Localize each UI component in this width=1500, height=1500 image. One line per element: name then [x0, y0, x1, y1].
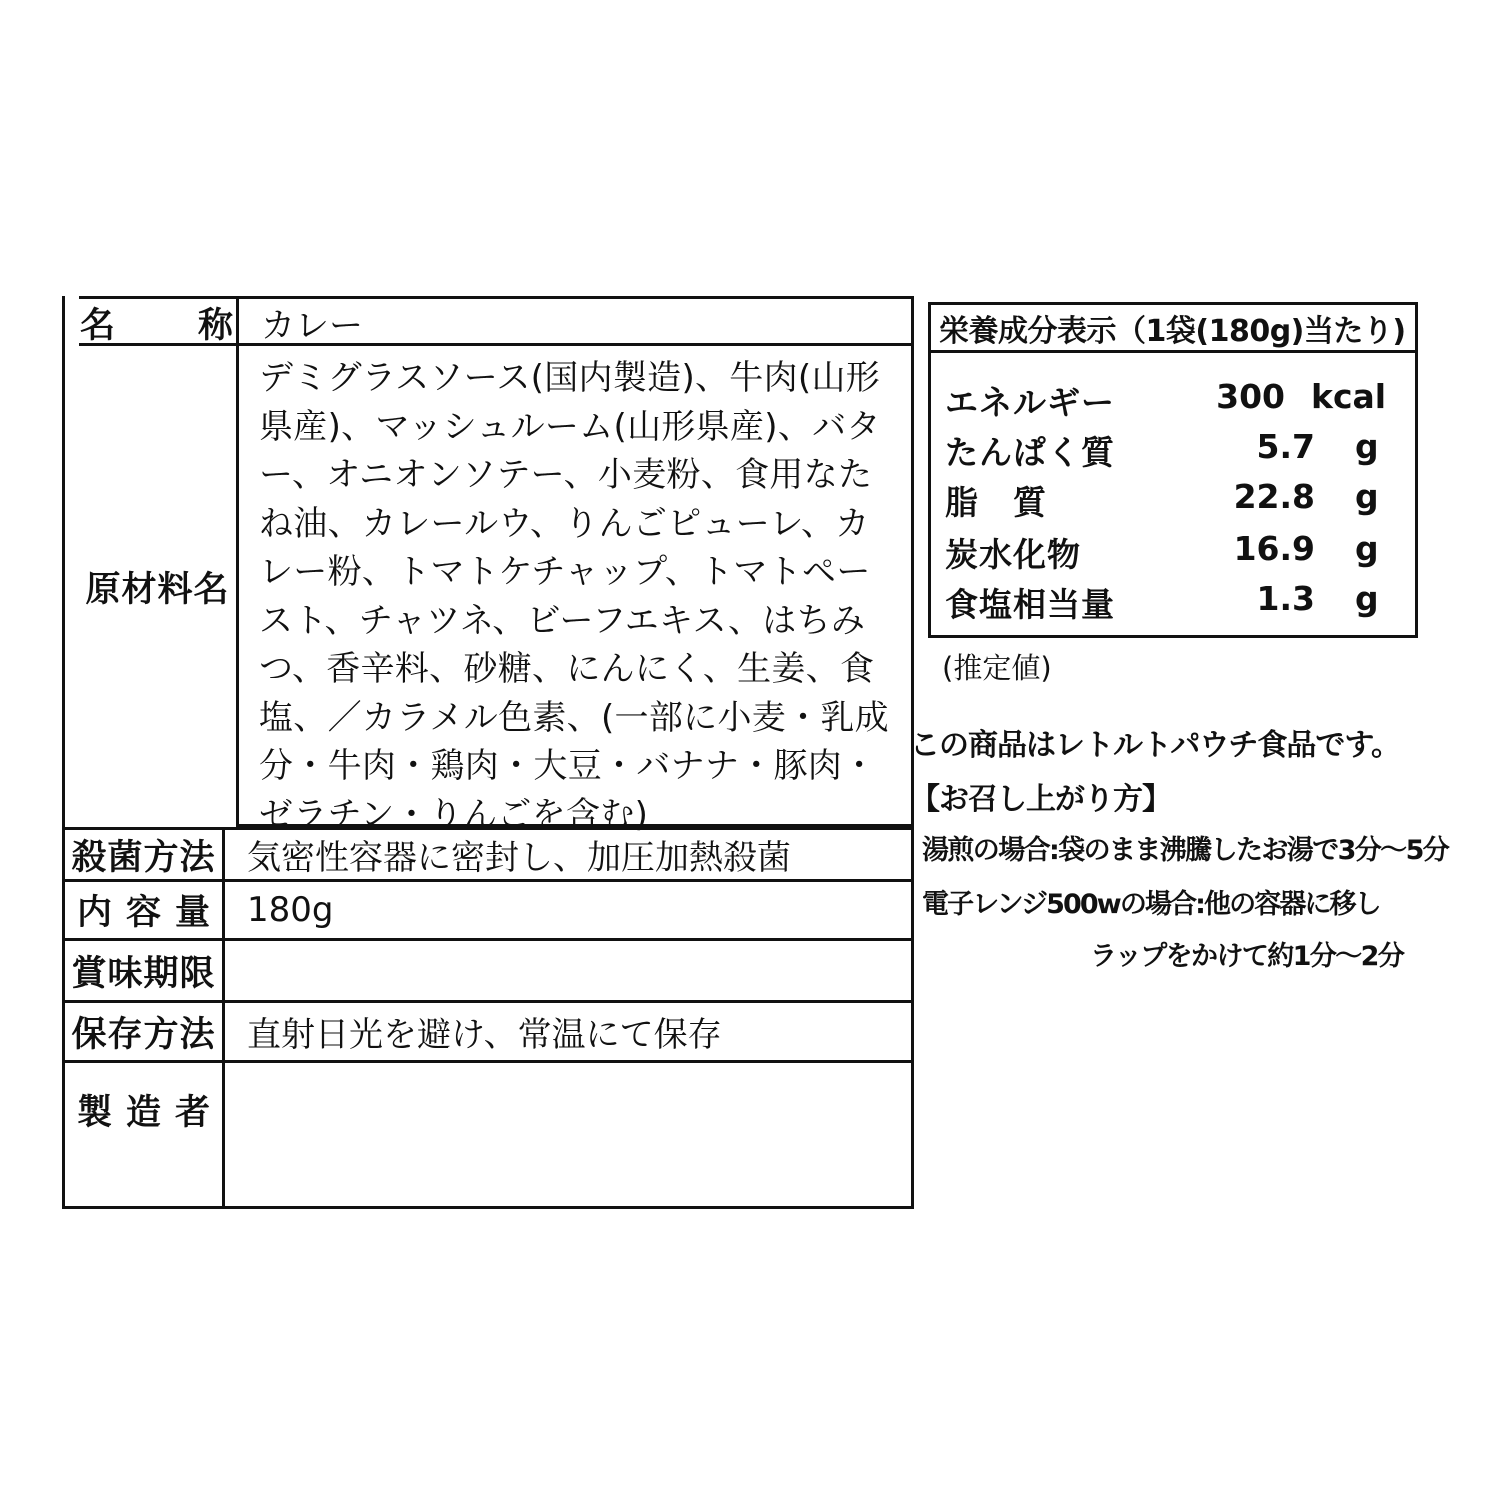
nutrition-label: たんぱく質 [945, 433, 1115, 472]
maker-value [225, 1063, 911, 1206]
name-head: 名 称 [79, 299, 239, 346]
label-table [62, 296, 914, 1209]
storage-value: 直射日光を避け、常温にて保存 [247, 1015, 722, 1055]
sterilization-value: 気密性容器に密封し、加圧加熱殺菌 [247, 838, 791, 878]
boiling-instruction: 湯煎の場合:袋のまま沸騰したお湯で3分～5分 [922, 835, 1449, 866]
nutrition-row [931, 477, 1415, 527]
how-to-eat-heading: 【お召し上がり方】 [910, 782, 1171, 817]
nutrition-value: 1.3 [1256, 579, 1315, 618]
row-raw-materials [79, 343, 911, 835]
maker-head: 製造者 [65, 1063, 225, 1206]
microwave-instruction: 電子レンジ500wの場合:他の容器に移し [922, 889, 1380, 920]
storage-head: 保存方法 [65, 1003, 225, 1060]
nutrition-row [931, 377, 1415, 427]
retort-pouch-note: この商品はレトルトパウチ食品です。 [910, 728, 1400, 763]
nutrition-unit: g [1355, 427, 1379, 466]
nutrition-row [931, 579, 1415, 629]
name-value: カレー [261, 306, 363, 346]
raw-materials-value: デミグラスソース(国内製造)、牛肉(山形県産)、マッシュルーム(山形県産)、バター、オニオンソテー、小麦粉、食用なたね油、カレールウ、りんごピューレ、カレー粉、トマトケチャップ、トマトペースト、チャツネ、ビーフエキス、はちみつ、香辛料、砂糖、にんにく、生姜、食塩、／カラメル色素、(一部に小麦・乳成分・牛肉・鶏肉・大豆・バナナ・豚肉・ゼラチン・りんごを含む) [239, 346, 911, 827]
row-sterilization [65, 827, 911, 879]
volume-head: 内容量 [65, 882, 225, 938]
nutrition-unit: g [1355, 477, 1379, 516]
row-storage [65, 1000, 911, 1060]
nutrition-value: 16.9 [1233, 529, 1315, 568]
nutrition-label: 脂 質 [945, 483, 1047, 522]
raw-materials-head: 原材料名 [79, 346, 239, 827]
nutrition-row [931, 529, 1415, 579]
nutrition-unit: g [1355, 579, 1379, 618]
nutrition-label: 炭水化物 [945, 535, 1081, 574]
nutrition-unit: g [1355, 529, 1379, 568]
row-volume [65, 879, 911, 938]
best-before-value [225, 941, 911, 1000]
sterilization-head: 殺菌方法 [65, 830, 225, 879]
microwave-instruction-cont: ラップをかけて約1分～2分 [1090, 941, 1404, 972]
nutrition-value: 300 [1216, 377, 1285, 416]
nutrition-value: 22.8 [1233, 477, 1315, 516]
nutrition-row [931, 427, 1415, 477]
nutrition-unit: kcal [1311, 377, 1387, 416]
nutrition-title: 栄養成分表示（1袋(180g)当たり) [931, 305, 1415, 353]
row-name [79, 296, 911, 346]
row-maker [65, 1060, 911, 1206]
nutrition-estimate-note: (推定値) [942, 651, 1052, 685]
best-before-head: 賞味期限 [65, 941, 225, 1000]
volume-value: 180g [247, 890, 334, 930]
nutrition-value: 5.7 [1256, 427, 1315, 466]
nutrition-box [928, 302, 1418, 638]
nutrition-label: 食塩相当量 [945, 585, 1115, 624]
row-best-before [65, 938, 911, 1000]
nutrition-label: エネルギー [945, 383, 1115, 422]
